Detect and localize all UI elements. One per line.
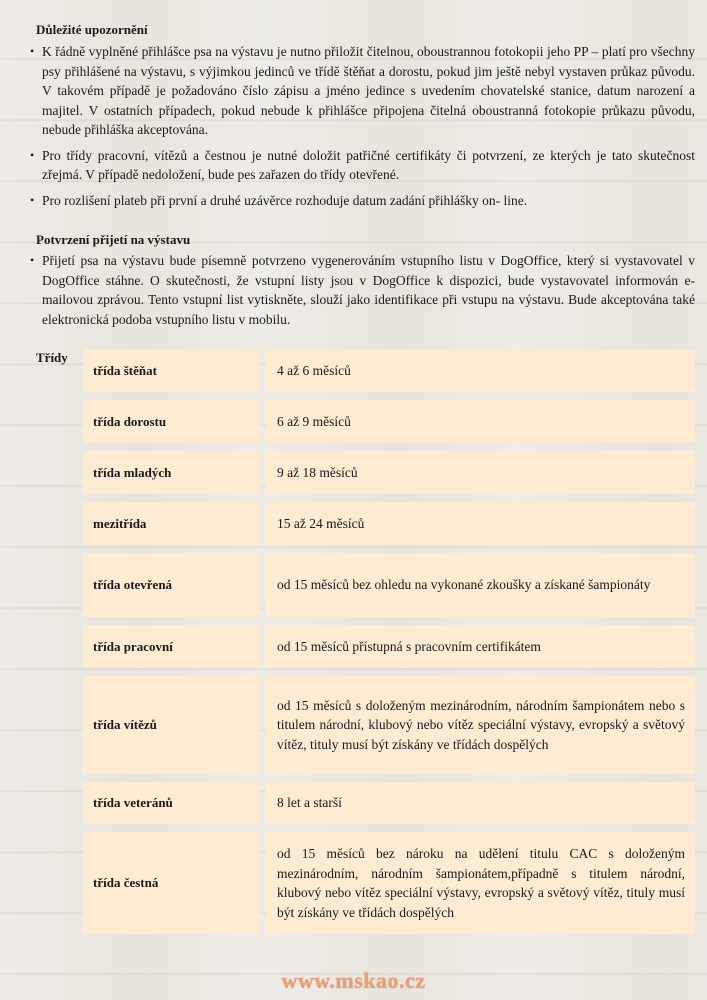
- notice-item: • Pro rozlišení plateb při první a druhé uzávěrce rozhoduje datum zadání přihlášky on- line.: [30, 191, 695, 211]
- class-name: třída otevřená: [83, 553, 259, 617]
- class-desc: [266, 782, 695, 824]
- class-desc: [266, 625, 695, 668]
- table-row: [83, 676, 695, 774]
- table-row: [83, 400, 695, 443]
- class-desc-text: 4 až 6 měsíců: [277, 362, 351, 378]
- class-desc-text: od 15 měsíců přístupná s pracovním certifikátem: [277, 638, 541, 654]
- class-name: třída mladých: [83, 451, 259, 494]
- table-row: [83, 625, 695, 668]
- class-desc: [266, 400, 695, 443]
- notice-item: • K řádně vyplněné přihlášce psa na výstavu je nutno přiložit čitelnou, oboustrannou fotokopii jeho PP – platí pro všechny psy přihlášené na výstavu, s výjimkou jedinců ve třídě štěňat a dorostu, pokud jim ještě nebyl vystaven průkaz původu. V takovém případě je požadováno číslo zápisu a jméno jedince s uvedením chovatelské stanice, datum narození a majitel. V ostatních případech, pokud nebude k přihlášce připojena čitelná oboustranná fotokopie průkazu původu, nebude přihláška akceptována.: [30, 42, 695, 140]
- class-desc: [266, 451, 695, 494]
- class-name: třída pracovní: [83, 625, 259, 668]
- class-desc: [266, 676, 695, 774]
- class-name: mezitřída: [83, 502, 259, 545]
- class-desc-text: od 15 měsíců s doloženým mezinárodním, národním šampionátem nebo s titulem národní, klubový nebo vítěz speciální výstavy, evropský a světový vítěz, tituly musí být získány ve třídách dospělých: [277, 697, 685, 752]
- class-desc: [266, 349, 695, 392]
- class-name: třída štěňat: [83, 349, 259, 392]
- notice-list: [30, 42, 695, 216]
- confirmation-list: [30, 251, 695, 335]
- class-desc-text: 6 až 9 měsíců: [277, 413, 351, 429]
- class-desc-text: 9 až 18 měsíců: [277, 464, 358, 480]
- classes-label: Třídy: [36, 350, 68, 365]
- class-name: třída vítězů: [83, 676, 259, 774]
- table-row: [83, 832, 695, 934]
- class-desc: [266, 502, 695, 545]
- table-row: [83, 451, 695, 494]
- notice-item: • Pro třídy pracovní, vítězů a čestnou je nutné doložit patřičné certifikáty či potvrzení, ze kterých je tato skutečnost zřejmá. V případě nedoložení, bude pes zařazen do třídy otevřené.: [30, 146, 695, 185]
- class-name: třída čestná: [83, 832, 259, 934]
- class-desc: [266, 553, 695, 617]
- class-name: třída dorostu: [83, 400, 259, 443]
- notice-title: Důležité upozornění: [36, 22, 148, 37]
- confirmation-title: Potvrzení přijetí na výstavu: [36, 232, 191, 247]
- table-row: [83, 502, 695, 545]
- class-desc: [266, 832, 695, 934]
- class-desc-text: 8 let a starší: [277, 795, 342, 811]
- table-row: [83, 782, 695, 824]
- class-desc-text: 15 až 24 měsíců: [277, 515, 365, 531]
- class-desc-text: od 15 měsíců bez nároku na udělení titulu CAC s doloženým mezinárodním, národním šampionátem,případně s titulem národní, klubový nebo vítěz speciální výstavy, evropský a světový vítěz, tituly musí být získány ve třídách dospělých: [277, 846, 685, 920]
- class-desc-text: od 15 měsíců bez ohledu na vykonané zkoušky a získané šampionáty: [277, 577, 651, 593]
- table-row: [83, 349, 695, 392]
- classes-table: [83, 349, 695, 942]
- confirmation-item: • Přijetí psa na výstavu bude písemně potvrzeno vygenerováním vstupního listu v DogOffice, který si vystavovatel v DogOffice stáhne. O skutečnosti, že vstupní listy jsou v DogOffice k dispozici, bude vystavovatel informován e-mailovou zprávou. Tento vstupní list vytiskněte, slouží jako identifikace při vstupu na výstavu. Bude akceptována také elektronická podoba vstupního listu v mobilu.: [30, 251, 695, 329]
- website-link[interactable]: www.mskao.cz: [281, 968, 426, 993]
- table-row: [83, 553, 695, 617]
- class-name: třída veteránů: [83, 782, 259, 824]
